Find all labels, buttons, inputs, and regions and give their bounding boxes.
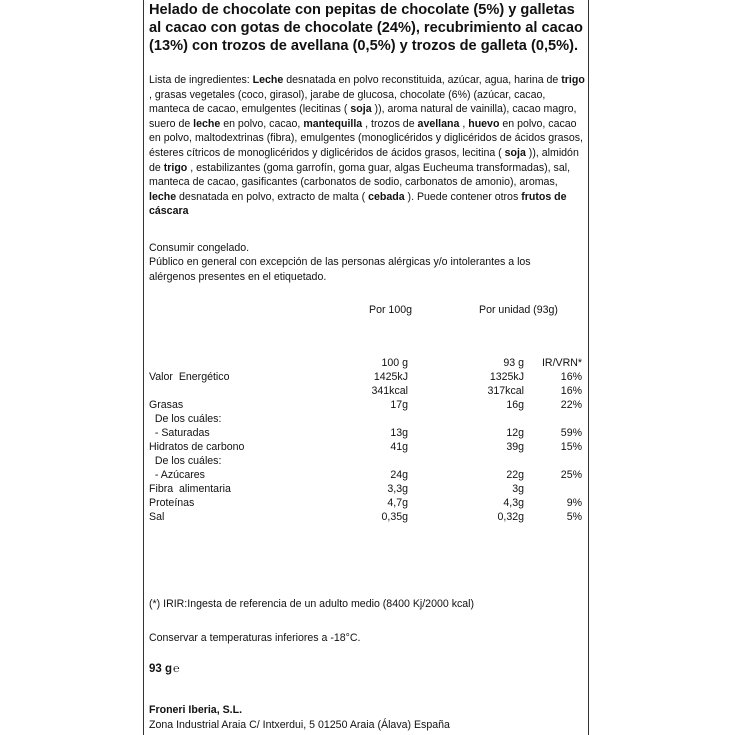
nutrient-label: Valor Energético <box>149 371 230 383</box>
nutrient-label: - Azúcares <box>149 469 205 481</box>
ingredient-text: )), almidón de <box>149 146 579 174</box>
nutrient-value-unit: 4,3g <box>503 497 524 509</box>
ingredient-text: Lista de ingredientes: <box>149 74 253 86</box>
nutrient-value-100g: 13g <box>390 427 408 439</box>
nutrient-value-ir: 16% <box>560 385 582 397</box>
nutrient-value-ir: 15% <box>560 441 582 453</box>
nutrient-value-unit: 317kcal <box>487 385 524 397</box>
nutrient-value-unit: 22g <box>506 469 524 481</box>
nutrient-value-100g: 41g <box>390 441 408 453</box>
nutrient-value-ir: 59% <box>560 427 582 439</box>
allergen-term: mantequilla <box>303 117 363 130</box>
ingredient-text: , estabilizantes (goma garrofín, goma guar, algas Eucheuma transformadas), sal, manteca de cacao, gasificantes (carbonatos de sodio, carbonatos de amonio), aromas, <box>149 161 571 189</box>
nutrient-label: Fibra alimentaria <box>149 483 231 495</box>
allergen-term: avellana <box>417 117 460 130</box>
ingredient-text: , trozos de <box>362 117 418 130</box>
nutrient-value-unit: 0,32g <box>497 511 524 523</box>
allergen-term: huevo <box>468 117 500 130</box>
allergen-term: soja <box>504 146 526 159</box>
col-header-100g: Por 100g <box>369 304 412 316</box>
nutrient-label: De los cuáles: <box>149 455 222 467</box>
nutrient-value-unit: 39g <box>506 441 524 453</box>
sub-header-100g: 100 g <box>381 357 408 369</box>
nutrient-label: Sal <box>149 511 165 523</box>
allergen-term: leche <box>149 190 177 203</box>
col-header-unit: Por unidad (93g) <box>479 304 558 316</box>
ingredient-text: desnatada en polvo, extracto de malta ( <box>176 190 369 203</box>
net-weight-value: 93 g <box>149 663 173 675</box>
net-weight <box>149 662 585 677</box>
nutrient-label: Hidratos de carbono <box>149 441 245 453</box>
ingredient-text: en polvo, cacao, <box>220 117 304 130</box>
allergen-term: frutos de cáscara <box>149 190 567 218</box>
allergen-term: cebada <box>368 190 405 203</box>
nutrient-label: De los cuáles: <box>149 413 222 425</box>
company-address: Zona Industrial Araia C/ Intxerdui, 5 01250 Araia (Álava) España <box>149 719 450 731</box>
nutrient-value-ir: 5% <box>566 511 582 523</box>
nutrient-value-ir: 22% <box>560 399 582 411</box>
company-name: Froneri Iberia, S.L. <box>149 704 243 716</box>
estimated-sign-icon: ℮ <box>173 663 180 675</box>
sub-header-unit: 93 g <box>503 357 524 369</box>
nutrient-value-unit: 16g <box>506 399 524 411</box>
allergen-term: trigo <box>163 161 188 174</box>
allergen-term: trigo <box>561 74 585 86</box>
ingredient-text: desnatada en polvo reconstituida, azúcar, agua, harina de <box>283 74 562 86</box>
sub-header-ir: IR/VRN* <box>541 357 582 369</box>
allergen-term: leche <box>193 117 221 130</box>
ingredients-list <box>149 73 585 219</box>
nutrient-value-100g: 24g <box>390 469 408 481</box>
nutrient-label: - Saturadas <box>149 427 210 439</box>
nutrient-value-100g: 341kcal <box>371 385 408 397</box>
nutrient-value-unit: 1325kJ <box>489 371 524 383</box>
ingredient-text: )), aroma natural de vainilla), cacao magro, suero de <box>149 103 577 130</box>
nutrient-value-100g: 0,35g <box>381 511 408 523</box>
ingredient-text: , <box>459 117 469 130</box>
ingredient-text: , grasas vegetales (coco, girasol), jarabe de glucosa, chocolate (6%) (azúcar, cacao, manteca de cacao, emulgentes (lecitinas ( <box>149 88 546 116</box>
consume-note: Consumir congelado. <box>149 242 250 254</box>
audience-note: Público en general con excepción de las personas alérgicas y/o intolerantes a los alérgenos presentes en el etiquetado. <box>149 256 531 283</box>
allergen-term: soja <box>350 103 372 116</box>
ingredient-text: en polvo, cacao en polvo, maltodextrinas (fibra), emulgentes (monoglicéridos y diglicéridos de ácidos grasos, ésteres cítricos de monoglicéridos y diglicéridos de ácidos grasos, lecitina ( <box>149 117 583 159</box>
nutrient-value-100g: 1425kJ <box>373 371 408 383</box>
nutrient-value-100g: 4,7g <box>387 497 408 509</box>
nutrient-label: Grasas <box>149 399 184 411</box>
nutrient-value-100g: 17g <box>390 399 408 411</box>
nutrient-value-ir: 25% <box>560 469 582 481</box>
allergen-term: Leche <box>252 74 284 86</box>
nutrient-value-unit: 12g <box>506 427 524 439</box>
footnote: (*) IRIR:Ingesta de referencia de un adulto medio (8400 Kj/2000 kcal) <box>149 598 475 610</box>
nutrient-value-ir: 16% <box>560 371 582 383</box>
ingredient-text: ). Puede contener otros <box>404 190 522 203</box>
nutrient-value-ir: 9% <box>566 497 582 509</box>
product-title: Helado de chocolate con pepitas de chocolate (5%) y galletas al cacao con gotas de chocolate (24%), recubrimiento al cacao (13%) con trozos de avellana (0,5%) y trozos de galleta (0,5%). <box>149 2 583 54</box>
storage-note: Conservar a temperaturas inferiores a -18°C. <box>149 632 361 644</box>
nutrient-value-unit: 3g <box>512 483 524 495</box>
nutrient-value-100g: 3,3g <box>387 483 408 495</box>
nutrient-label: Proteínas <box>149 497 195 509</box>
